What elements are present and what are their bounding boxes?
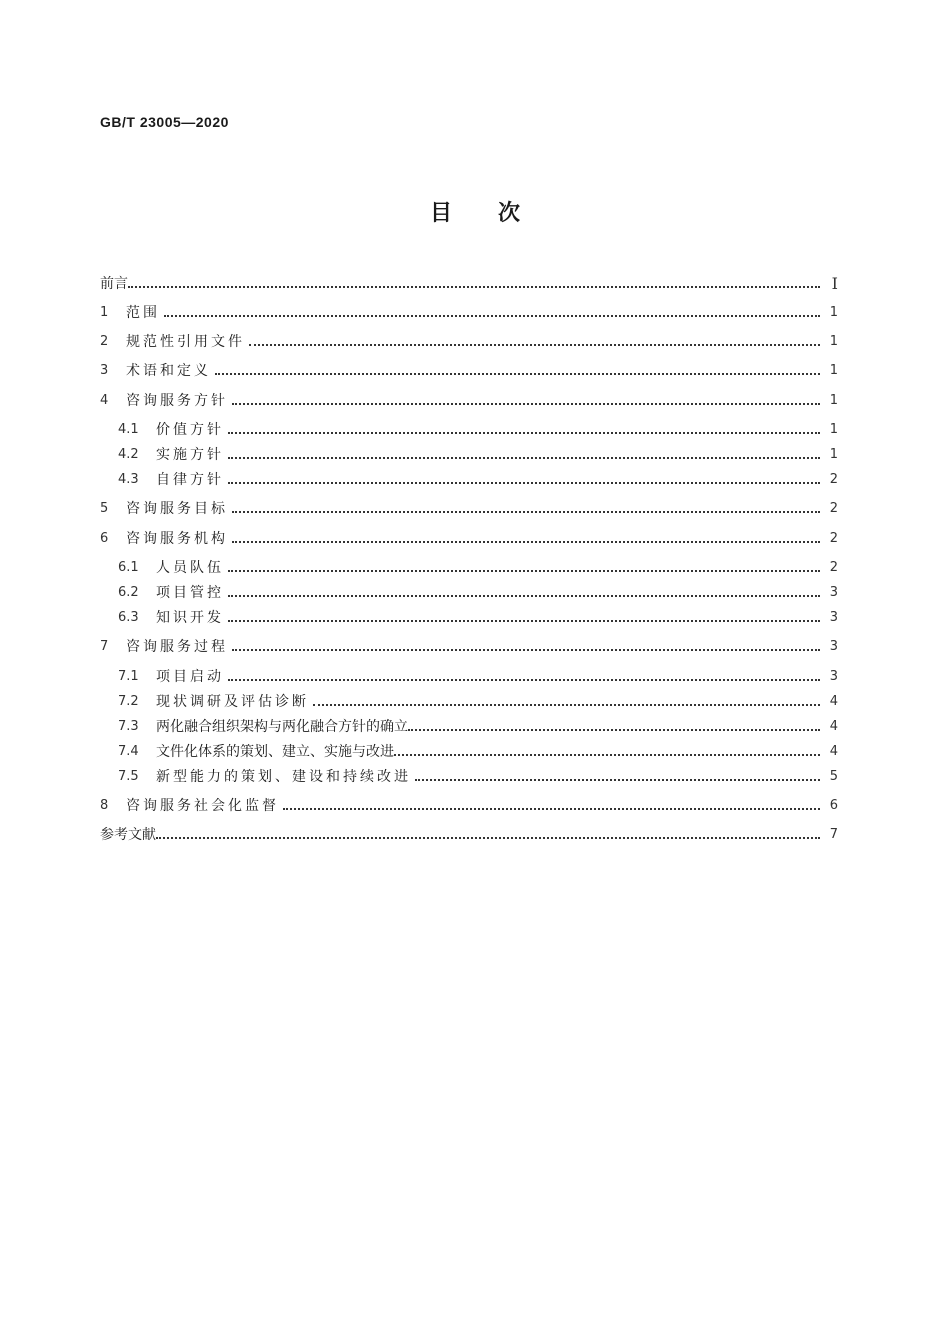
toc-entry-title: 咨询服务机构 — [126, 531, 228, 547]
toc-entry-title: 知识开发 — [156, 610, 224, 626]
toc-entry-page-number: 1 — [829, 334, 838, 349]
toc-leader-dots — [164, 303, 820, 323]
toc-leader-dots — [228, 470, 820, 490]
toc-entry[interactable] — [100, 796, 838, 816]
toc-entry-page-number: 3 — [829, 585, 838, 600]
toc-entry-page-number: 2 — [829, 472, 838, 487]
toc-entry[interactable] — [100, 391, 838, 411]
toc-leader-dots — [228, 558, 820, 578]
toc-entry[interactable] — [100, 637, 838, 657]
standard-code: GB/T 23005—2020 — [100, 114, 229, 130]
toc-entry-number: 7 — [100, 639, 109, 654]
toc-entry-title: 范围 — [126, 305, 160, 321]
toc-entry-number: 6 — [100, 531, 109, 546]
toc-entry[interactable] — [118, 583, 838, 603]
toc-leader-dots — [232, 529, 820, 549]
toc-entry-page-number: 2 — [829, 560, 838, 575]
toc-entry-number: 4.3 — [118, 472, 139, 487]
toc-leader-dots — [232, 391, 820, 411]
toc-leader-dots — [313, 692, 820, 712]
toc-entry[interactable] — [118, 470, 838, 490]
toc-entry-title: 咨询服务目标 — [126, 501, 228, 517]
toc-entry-number: 7.4 — [118, 744, 139, 759]
toc-entry-page-number: 1 — [829, 447, 838, 462]
toc-entry-page-number: 6 — [829, 798, 838, 813]
toc-leader-dots — [232, 637, 820, 657]
toc-entry-title: 新型能力的策划、建设和持续改进 — [156, 769, 411, 785]
toc-leader-dots — [228, 608, 820, 628]
toc-entry-title: 参考文献 — [100, 827, 156, 843]
toc-leader-dots — [228, 583, 820, 603]
toc-entry-title: 价值方针 — [156, 422, 224, 438]
page-title: 目次 — [429, 201, 566, 226]
toc-entry-page-number: 4 — [829, 694, 838, 709]
toc-entry-page-number: 5 — [829, 769, 838, 784]
toc-entry-title: 两化融合组织架构与两化融合方针的确立 — [156, 719, 408, 735]
toc-entry-number: 8 — [100, 798, 109, 813]
toc-leader-dots — [283, 796, 820, 816]
toc-entry-number: 4.1 — [118, 422, 139, 437]
toc-entry-page-number: 3 — [829, 639, 838, 654]
toc-entry[interactable] — [100, 529, 838, 549]
toc-leader-dots — [215, 361, 820, 381]
toc-entry[interactable] — [100, 303, 838, 323]
toc-entry[interactable] — [118, 667, 838, 687]
toc-entry-title: 咨询服务过程 — [126, 639, 228, 655]
toc-entry-number: 6.3 — [118, 610, 139, 625]
toc-entry-page-number: 7 — [829, 827, 838, 842]
toc-leader-dots — [228, 420, 820, 440]
toc-entry[interactable] — [100, 499, 838, 519]
toc-entry[interactable] — [118, 767, 838, 787]
toc-entry-title: 自律方针 — [156, 472, 224, 488]
toc-entry-number: 7.5 — [118, 769, 139, 784]
toc-entry-number: 5 — [100, 501, 109, 516]
toc-leader-dots — [156, 825, 820, 845]
toc-entry-page-number: 4 — [829, 744, 838, 759]
toc-entry[interactable] — [118, 692, 838, 712]
toc-entry-title: 咨询服务方针 — [126, 393, 228, 409]
toc-entry-title: 项目管控 — [156, 585, 224, 601]
toc-entry[interactable] — [118, 558, 838, 578]
toc-entry[interactable] — [100, 332, 838, 352]
toc-entry-number: 7.3 — [118, 719, 139, 734]
toc-entry-page-number: 1 — [829, 363, 838, 378]
toc-entry[interactable] — [118, 717, 838, 737]
toc-entry-page-number: 3 — [829, 610, 838, 625]
toc-entry-number: 2 — [100, 334, 109, 349]
toc-leader-dots — [249, 332, 820, 352]
toc-leader-dots — [228, 445, 820, 465]
toc-entry-number: 6.1 — [118, 560, 139, 575]
toc-entry-title: 术语和定义 — [126, 363, 211, 379]
toc-entry-page-number: 1 — [829, 422, 838, 437]
toc-entry[interactable] — [118, 420, 838, 440]
toc-leader-dots — [394, 742, 820, 762]
toc-entry-title: 规范性引用文件 — [126, 334, 245, 350]
toc-leader-dots — [232, 499, 820, 519]
toc-entry-number: 1 — [100, 305, 109, 320]
toc-entry-page-number: 1 — [829, 305, 838, 320]
toc-entry[interactable] — [118, 742, 838, 762]
toc-entry-number: 3 — [100, 363, 109, 378]
toc-entry[interactable] — [118, 608, 838, 628]
toc-entry-number: 6.2 — [118, 585, 139, 600]
toc-entry-page-number: 2 — [829, 501, 838, 516]
toc-entry[interactable] — [118, 445, 838, 465]
toc-entry-title: 文件化体系的策划、建立、实施与改进 — [156, 744, 394, 760]
toc-entry[interactable] — [100, 274, 838, 294]
toc-entry-number: 4 — [100, 393, 109, 408]
toc-entry-title: 实施方针 — [156, 447, 224, 463]
toc-entry-page-number: 1 — [829, 393, 838, 408]
toc-leader-dots — [408, 717, 820, 737]
toc-entry-number: 4.2 — [118, 447, 139, 462]
toc-entry-page-number: I — [831, 274, 838, 293]
toc-entry-title: 咨询服务社会化监督 — [126, 798, 279, 814]
toc-entry[interactable] — [100, 361, 838, 381]
toc-entry[interactable] — [100, 825, 838, 845]
toc-entry-page-number: 4 — [829, 719, 838, 734]
toc-leader-dots — [128, 274, 820, 294]
toc-leader-dots — [228, 667, 820, 687]
toc-entry-title: 人员队伍 — [156, 560, 224, 576]
toc-leader-dots — [415, 767, 820, 787]
toc-entry-page-number: 3 — [829, 669, 838, 684]
toc-entry-title: 前言 — [100, 276, 128, 292]
toc-entry-page-number: 2 — [829, 531, 838, 546]
toc-entry-title: 现状调研及评估诊断 — [156, 694, 309, 710]
toc-entry-number: 7.2 — [118, 694, 139, 709]
toc-entry-title: 项目启动 — [156, 669, 224, 685]
toc-entry-number: 7.1 — [118, 669, 139, 684]
